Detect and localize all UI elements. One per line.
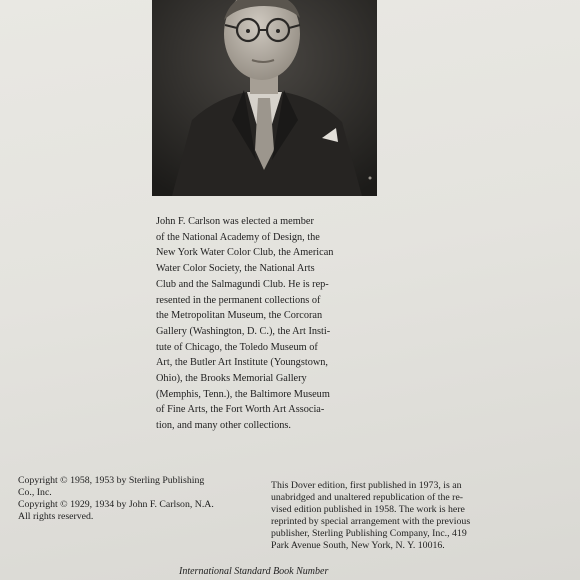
isbn-label: International Standard Book Number — [179, 566, 329, 577]
edition-notice: This Dover edition, first published in 1973, is an unabridged and unaltered republication of the re- vised edition published in 1958. The work is here reprinted by special arrangement with the previous publisher, Sterling Publishing Company, Inc., 419 Park Avenue South, New York, N. Y. 10016. — [271, 480, 471, 551]
copyright-notice: Copyright © 1958, 1953 by Sterling Publishing Co., Inc. Copyright © 1929, 1934 by John F. Carlson, N.A. All rights reserved. — [18, 475, 214, 522]
author-biography: John F. Carlson was elected a member of the National Academy of Design, the New York Water Color Club, the American Water Color Society, the National Arts Club and the Salmagundi Club. He is rep- resented in the permanent collections of the Metropolitan Museum, the Corcoran Gallery (Washington, D. C.), the Art Insti- tute of Chicago, the Toledo Museum of Art, the Butler Art Institute (Youngstown, Ohio), the Brooks Memorial Gallery (Memphis, Tenn.), the Baltimore Museum of Fine Arts, the Fort Worth Art Associa- tion, and many other collections. — [156, 216, 334, 432]
author-portrait — [152, 0, 377, 196]
portrait-image — [152, 0, 377, 196]
